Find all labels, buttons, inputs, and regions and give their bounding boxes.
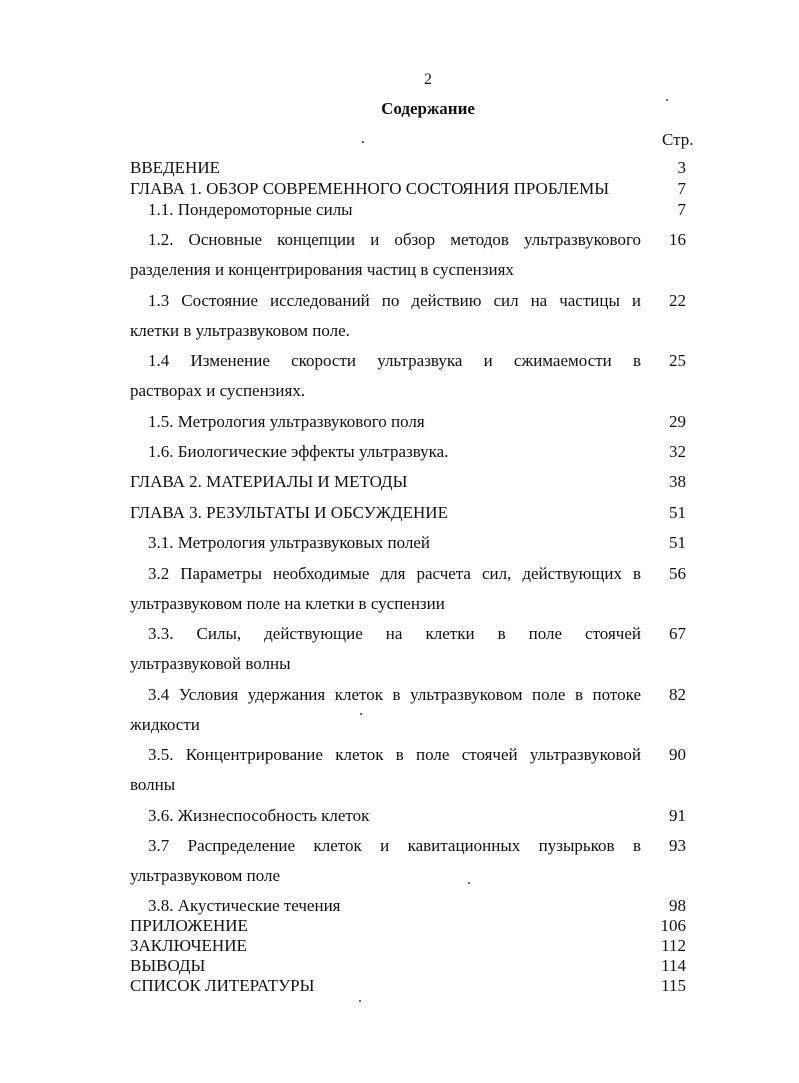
- toc-entry-text-line1: 3.4 Условия удержания клеток в ультразвуковом поле в потоке: [148, 685, 641, 704]
- toc-entry-page: 51: [669, 533, 686, 552]
- toc-entry-text: ВЫВОДЫ: [130, 956, 206, 975]
- scan-speck: [666, 99, 668, 101]
- page-title: Содержание: [381, 99, 475, 118]
- toc-entry-text: ГЛАВА 2. МАТЕРИАЛЫ И МЕТОДЫ: [130, 472, 408, 491]
- toc-entry-text-line2: ультразвуковом поле: [130, 866, 281, 885]
- toc-entry-text: ГЛАВА 3. РЕЗУЛЬТАТЫ И ОБСУЖДЕНИЕ: [130, 503, 448, 522]
- toc-entry-text-line2: жидкости: [130, 715, 200, 734]
- toc-entry-text: 3.8. Акустические течения: [148, 896, 341, 915]
- toc-entry-page: 7: [677, 200, 686, 219]
- toc-entry-text: 3.1. Метрология ультразвуковых полей: [148, 533, 431, 552]
- toc-entry-text-line1: 1.2. Основные концепции и обзор методов ультразвукового: [148, 230, 641, 249]
- toc-entry-page: 67: [669, 624, 686, 643]
- toc-entry-text: ПРИЛОЖЕНИЕ: [130, 916, 248, 935]
- page-number: 2: [424, 71, 432, 88]
- toc-entry-text-line2: ультразвуковом поле на клетки в суспензии: [130, 594, 445, 613]
- toc-entry-text-line2: клетки в ультразвуковом поле.: [130, 321, 350, 340]
- toc-entry-text: 1.1. Пондеромоторные силы: [148, 200, 353, 219]
- toc-entry-text: ГЛАВА 1. ОБЗОР СОВРЕМЕННОГО СОСТОЯНИЯ ПРОБЛЕМЫ: [130, 179, 610, 198]
- toc-entry-page: 114: [661, 956, 686, 975]
- toc-entry-page: 112: [661, 936, 686, 955]
- toc-entry-text-line2: ультразвуковой волны: [130, 654, 291, 673]
- scan-speck: [360, 713, 362, 715]
- toc-entry-text-line1: 3.5. Концентрирование клеток в поле стоячей ультразвуковой: [148, 745, 641, 764]
- toc-entry-page: 38: [669, 472, 686, 491]
- toc-entry-text-line1: 3.7 Распределение клеток и кавитационных пузырьков в: [148, 836, 641, 855]
- toc-entry-page: 82: [669, 685, 686, 704]
- toc-entry-text: 1.5. Метрология ультразвукового поля: [148, 412, 425, 431]
- toc-entry-text-line2: растворах и суспензиях.: [130, 381, 306, 400]
- toc-entry-page: 56: [669, 564, 686, 583]
- page-column-header: Стр.: [662, 130, 694, 149]
- toc-entry-text-line1: 1.4 Изменение скорости ультразвука и сжимаемости в: [148, 351, 641, 370]
- scan-speck: [359, 1000, 361, 1002]
- toc-entry-page: 16: [669, 230, 686, 249]
- toc-entry-page: 90: [669, 745, 686, 764]
- scan-speck: [468, 882, 470, 884]
- toc-entry-text: ЗАКЛЮЧЕНИЕ: [130, 936, 247, 955]
- toc-entry-text: ВВЕДЕНИЕ: [130, 158, 220, 177]
- toc-entry-page: 91: [669, 806, 686, 825]
- toc-entry-page: 93: [669, 836, 686, 855]
- toc-entry-text-line1: 1.3 Состояние исследований по действию сил на частицы и: [148, 291, 641, 310]
- toc-entry-page: 32: [669, 442, 686, 461]
- toc-entry-text-line2: разделения и концентрирования частиц в суспензиях: [130, 260, 514, 279]
- toc-entry-page: 106: [660, 916, 686, 935]
- toc-entry-text: 3.6. Жизнеспособность клеток: [148, 806, 370, 825]
- toc-entry-page: 98: [669, 896, 686, 915]
- toc-entry-page: 25: [669, 351, 686, 370]
- toc-entry-text-line1: 3.3. Силы, действующие на клетки в поле стоячей: [148, 624, 641, 643]
- toc-entry-page: 3: [677, 158, 686, 177]
- toc-entry-text: 1.6. Биологические эффекты ультразвука.: [148, 442, 449, 461]
- toc-entry-text-line2: волны: [130, 775, 176, 794]
- toc-entry-page: 22: [669, 291, 686, 310]
- scan-speck: [362, 141, 364, 143]
- toc-entry-text: СПИСОК ЛИТЕРАТУРЫ: [130, 976, 315, 995]
- toc-entry-page: 51: [669, 503, 686, 522]
- toc-entry-page: 115: [661, 976, 686, 995]
- toc-entry-page: 7: [677, 179, 686, 198]
- toc-entry-page: 29: [669, 412, 686, 431]
- toc-entry-text-line1: 3.2 Параметры необходимые для расчета сил, действующих в: [148, 564, 641, 583]
